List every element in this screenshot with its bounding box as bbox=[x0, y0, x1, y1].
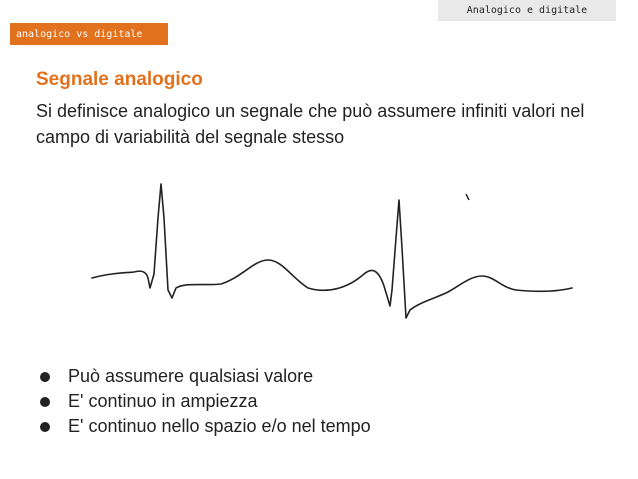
bullet-text: E' continuo nello spazio e/o nel tempo bbox=[68, 416, 371, 436]
section-tag: analogico vs digitale bbox=[10, 23, 168, 45]
slide-description: Si definisce analogico un segnale che può assumere infiniti valori nel campo di variabilità del segnale stesso bbox=[36, 101, 585, 147]
bullet-text: E' continuo in ampiezza bbox=[68, 391, 258, 411]
slide-title: Segnale analogico bbox=[36, 69, 203, 90]
list-item bbox=[40, 389, 371, 414]
bullet-dot-icon bbox=[40, 397, 50, 407]
analog-signal-drawing bbox=[86, 178, 576, 338]
ecg-spike-tail bbox=[466, 194, 469, 200]
bullet-list bbox=[40, 364, 371, 439]
ecg-waveform bbox=[92, 184, 572, 318]
list-item bbox=[40, 414, 371, 439]
bullet-dot-icon bbox=[40, 422, 50, 432]
bullet-dot-icon bbox=[40, 372, 50, 382]
bullet-text: Può assumere qualsiasi valore bbox=[68, 366, 314, 386]
header-label: Analogico e digitale bbox=[438, 0, 616, 21]
list-item bbox=[40, 364, 371, 389]
